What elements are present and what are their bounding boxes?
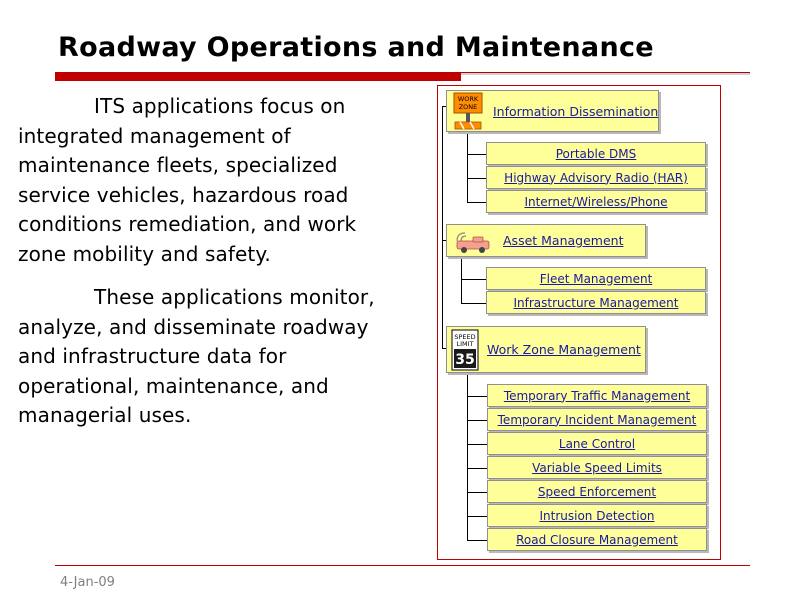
svg-text:35: 35 <box>455 351 475 368</box>
info-dissemination-label: Information Dissemination <box>493 103 659 119</box>
child-box-fleet-management[interactable]: Fleet Management <box>486 267 706 290</box>
speed-limit-sign-icon <box>451 329 479 371</box>
body-text <box>18 92 378 445</box>
connector-left <box>442 106 443 348</box>
paragraph-these-applications: These applications monitor, analyze, and disseminate roadway and infrastructure data for operational, maintenance, and managerial uses. <box>18 285 375 427</box>
child-box-speed-enforcement[interactable]: Speed Enforcement <box>487 480 707 503</box>
child-box-temporary-traffic-management[interactable]: Temporary Traffic Management <box>487 384 707 407</box>
child-box-intrusion-detection[interactable]: Intrusion Detection <box>487 504 707 527</box>
asset-management-box[interactable] <box>446 224 646 257</box>
work-zone-management-label: Work Zone Management <box>487 342 641 357</box>
slide-title: Roadway Operations and Maintenance <box>58 32 654 63</box>
service-vehicle-icon <box>451 227 495 255</box>
work-zone-management-box[interactable] <box>446 326 646 373</box>
child-box-variable-speed-limits[interactable]: Variable Speed Limits <box>487 456 707 479</box>
child-box-highway-advisory-radio[interactable]: Highway Advisory Radio (HAR) <box>486 166 706 189</box>
child-box-internet-wireless-phone[interactable]: Internet/Wireless/Phone <box>486 190 706 213</box>
child-box-temporary-incident-management[interactable]: Temporary Incident Management <box>487 408 707 431</box>
paragraph-its-applications: ITS applications focus on integrated management of maintenance fleets, specialized service vehicles, hazardous road conditions remediation, and work zone mobility and safety. <box>18 94 357 266</box>
svg-text:WORK: WORK <box>457 95 479 103</box>
svg-text:SPEED: SPEED <box>454 332 476 341</box>
operations-diagram <box>437 85 721 560</box>
info-dissemination-box[interactable] <box>446 90 659 132</box>
svg-text:LIMIT: LIMIT <box>456 339 474 348</box>
title-rule-shadow <box>461 73 750 75</box>
title-accent-bar <box>55 73 461 81</box>
svg-text:ZONE: ZONE <box>458 103 478 111</box>
footer-rule <box>55 565 750 566</box>
child-box-road-closure-management[interactable]: Road Closure Management <box>487 528 707 551</box>
work-zone-sign-icon <box>451 92 485 130</box>
child-box-infrastructure-management[interactable]: Infrastructure Management <box>486 291 706 314</box>
connector-group-3 <box>467 373 468 540</box>
connector-group-1 <box>467 131 468 202</box>
child-box-portable-dms[interactable]: Portable DMS <box>486 142 706 165</box>
footer-date: 4-Jan-09 <box>60 575 115 590</box>
asset-management-label: Asset Management <box>503 233 624 248</box>
child-box-lane-control[interactable]: Lane Control <box>487 432 707 455</box>
